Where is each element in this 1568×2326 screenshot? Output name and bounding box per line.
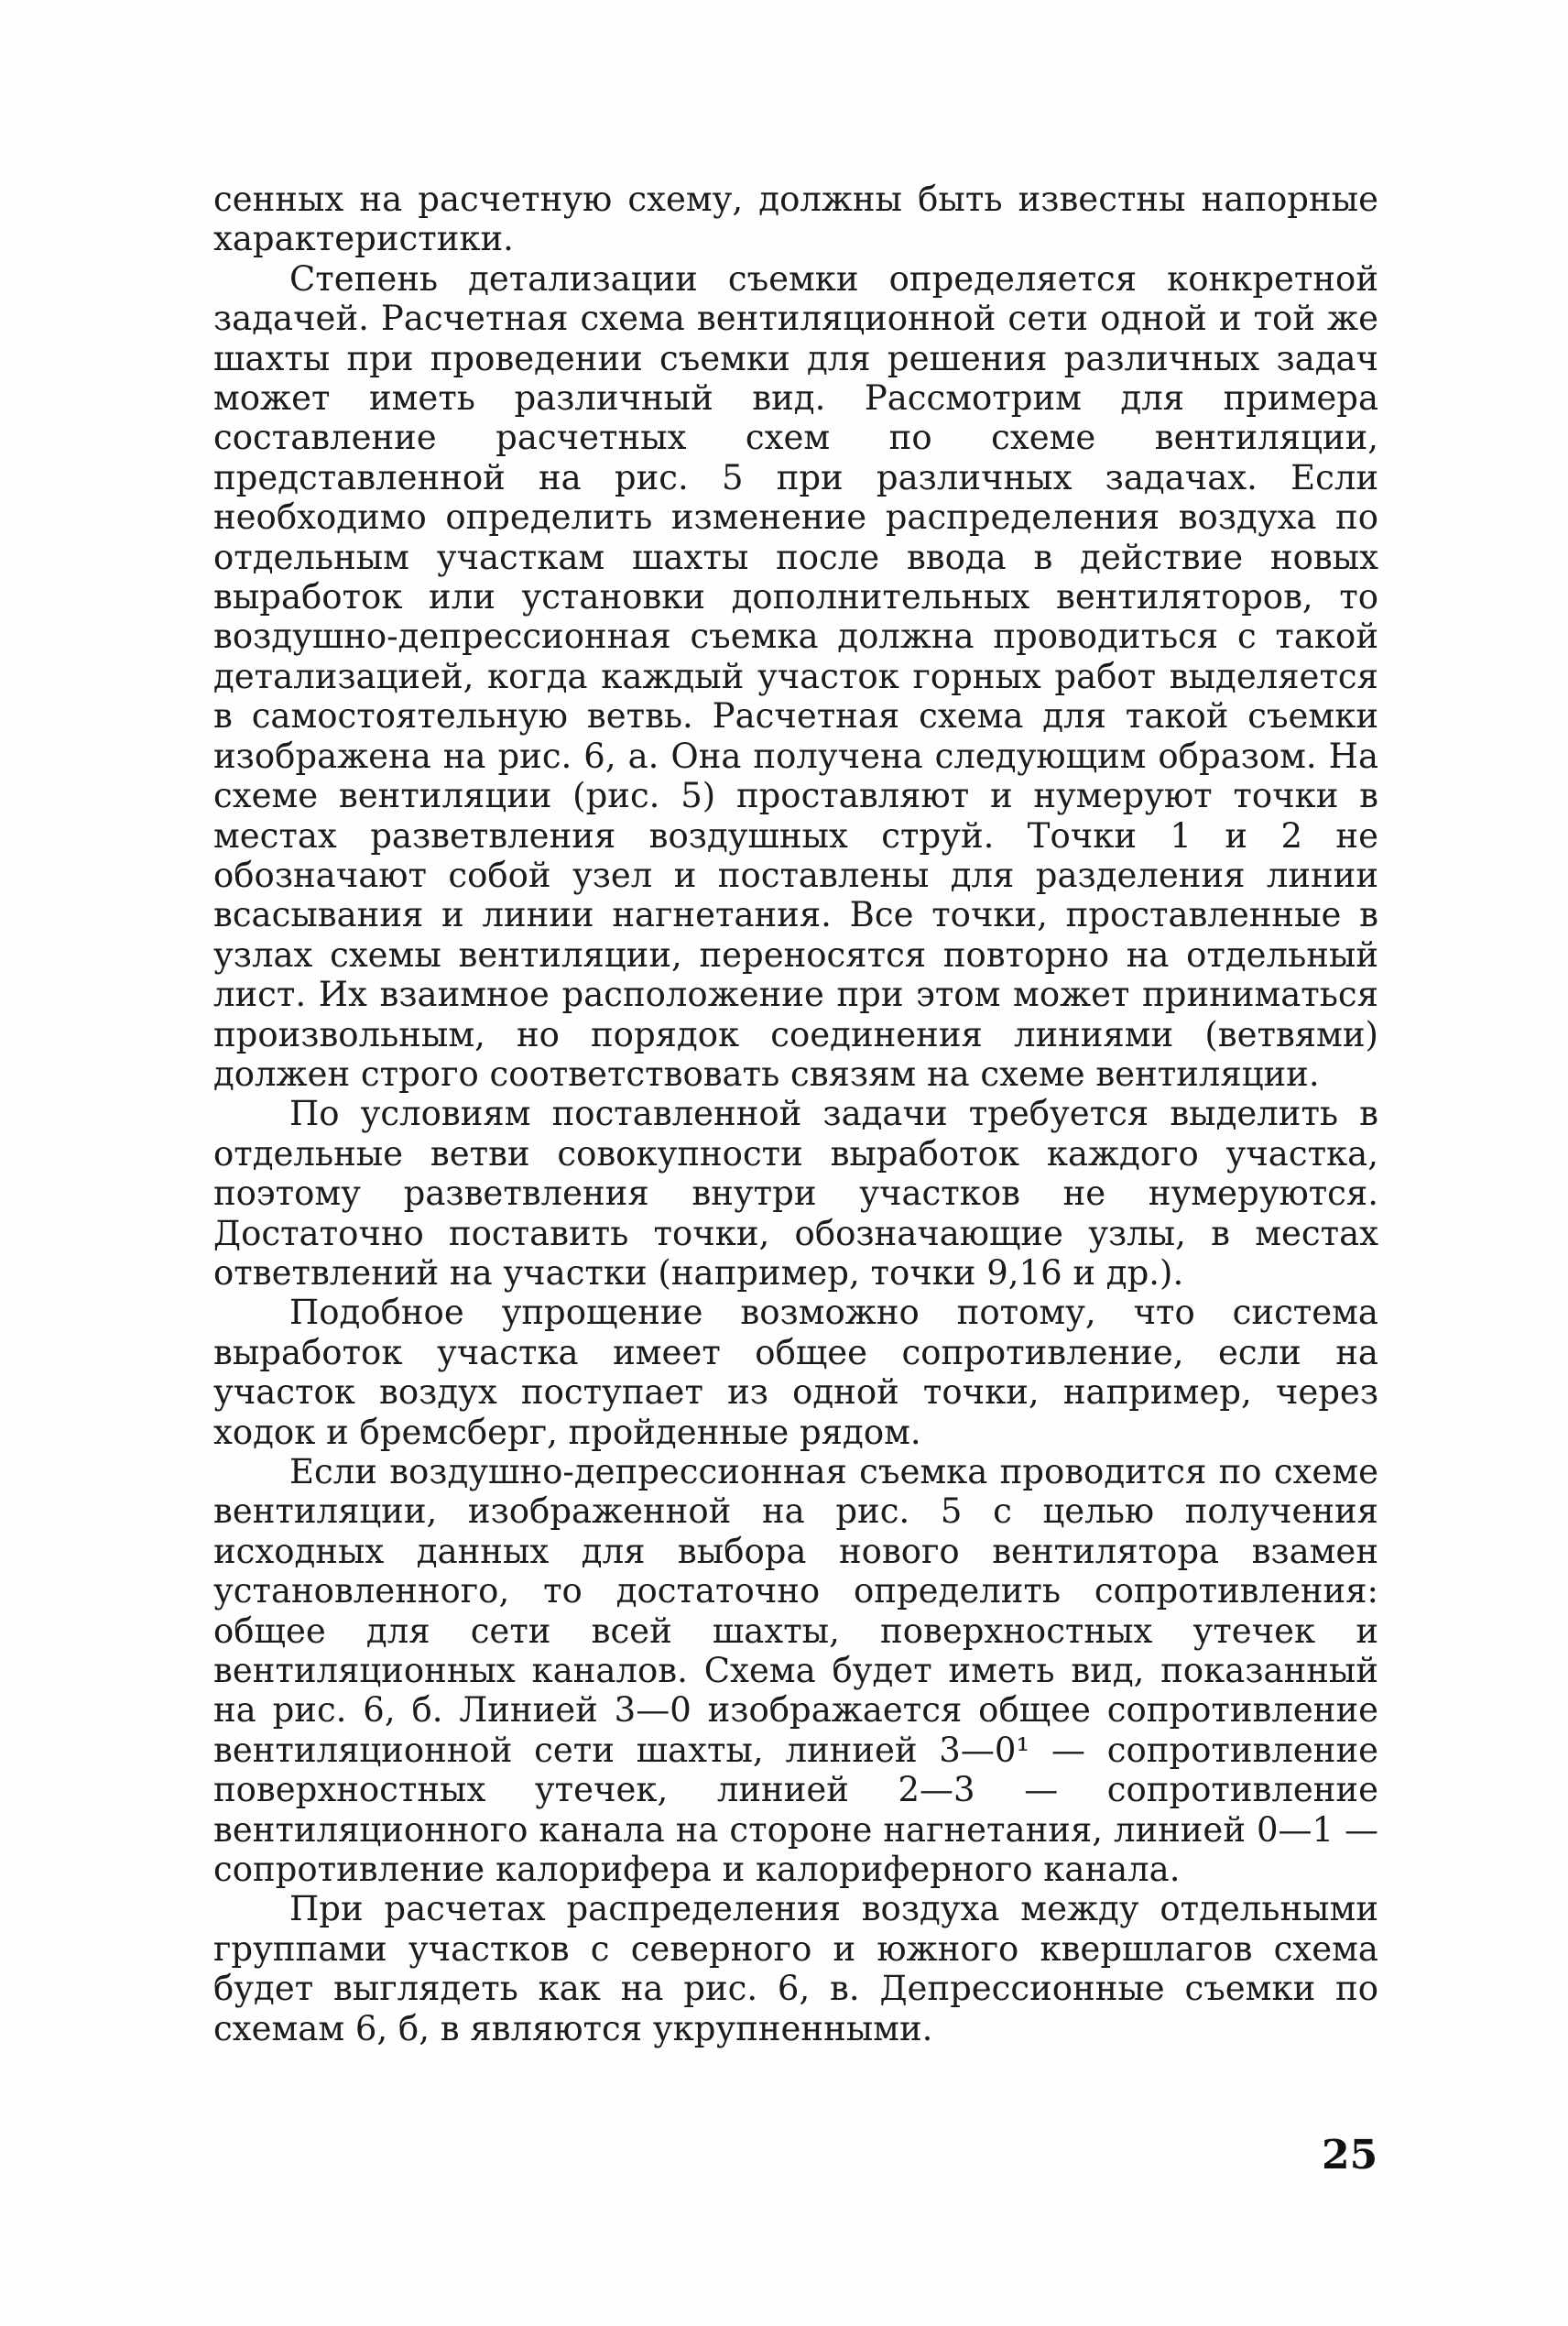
paragraph-simplification: Подобное упрощение возможно потому, что система выработок участка имеет общее сопротивление, если на участок воздух поступает из одной точки, например, через ходок и бремсберг, пройденные рядом. — [213, 1293, 1378, 1452]
paragraph-detail-level: Степень детализации съемки определяется конкретной задачей. Расчетная схема вентиляционной сети одной и той же шахты при проведении съемки для решения различных задач может иметь различный вид. Рассмотрим для примера составление расчетных схем по схеме вентиляции, представленной на рис. 5 при различных задачах. Если необходимо определить изменение распределения воздуха по отдельным участкам шахты после ввода в действие новых выработок или установки дополнительных вентиляторов, то воздушно-депрессионная съемка должна проводиться с такой детализацией, когда каждый участок горных работ выделяется в самостоятельную ветвь. Расчетная схема для такой съемки изображена на рис. 6, а. Она получена следующим образом. На схеме вентиляции (рис. 5) проставляют и нумеруют точки в местах разветвления воздушных струй. Точки 1 и 2 не обозначают собой узел и поставлены для разделения линии всасывания и линии нагнетания. Все точки, проставленные в узлах схемы вентиляции, переносятся повторно на отдельный лист. Их взаимное расположение при этом может приниматься произвольным, но порядок соединения линиями (ветвями) должен строго соответствовать связям на схеме вентиляции. — [213, 258, 1378, 1094]
body-text — [213, 180, 1378, 2048]
paragraph-task-conditions: По условиям поставленной задачи требуется выделить в отдельные ветви совокупности выработок каждого участка, поэтому разветвления внутри участков не нумеруются. Достаточно поставить точки, обозначающие узлы, в местах ответвлений на участки (например, точки 9,16 и др.). — [213, 1094, 1378, 1293]
paragraph-fan-selection: Если воздушно-депрессионная съемка проводится по схеме вентиляции, изображенной на рис. 5 с целью получения исходных данных для выбора нового вентилятора взамен установленного, то достаточно определить сопротивления: общее для сети всей шахты, поверхностных утечек и вентиляционных каналов. Схема будет иметь вид, показанный на рис. 6, б. Линией 3—0 изображается общее сопротивление вентиляционной сети шахты, линией 3—0¹ — сопротивление поверхностных утечек, линией 2—3 — сопротивление вентиляционного канала на стороне нагнетания, линией 0—1 — сопротивление калорифера и калориферного канала. — [213, 1452, 1378, 1890]
paragraph-continuation: сенных на расчетную схему, должны быть известны напорные характеристики. — [213, 180, 1378, 259]
paragraph-distribution: При расчетах распределения воздуха между отдельными группами участков с северного и южного квершлагов схема будет выглядеть как на рис. 6, в. Депрессионные съемки по схемам 6, б, в являются укрупненными. — [213, 1889, 1378, 2048]
page-number: 25 — [1322, 2132, 1378, 2179]
